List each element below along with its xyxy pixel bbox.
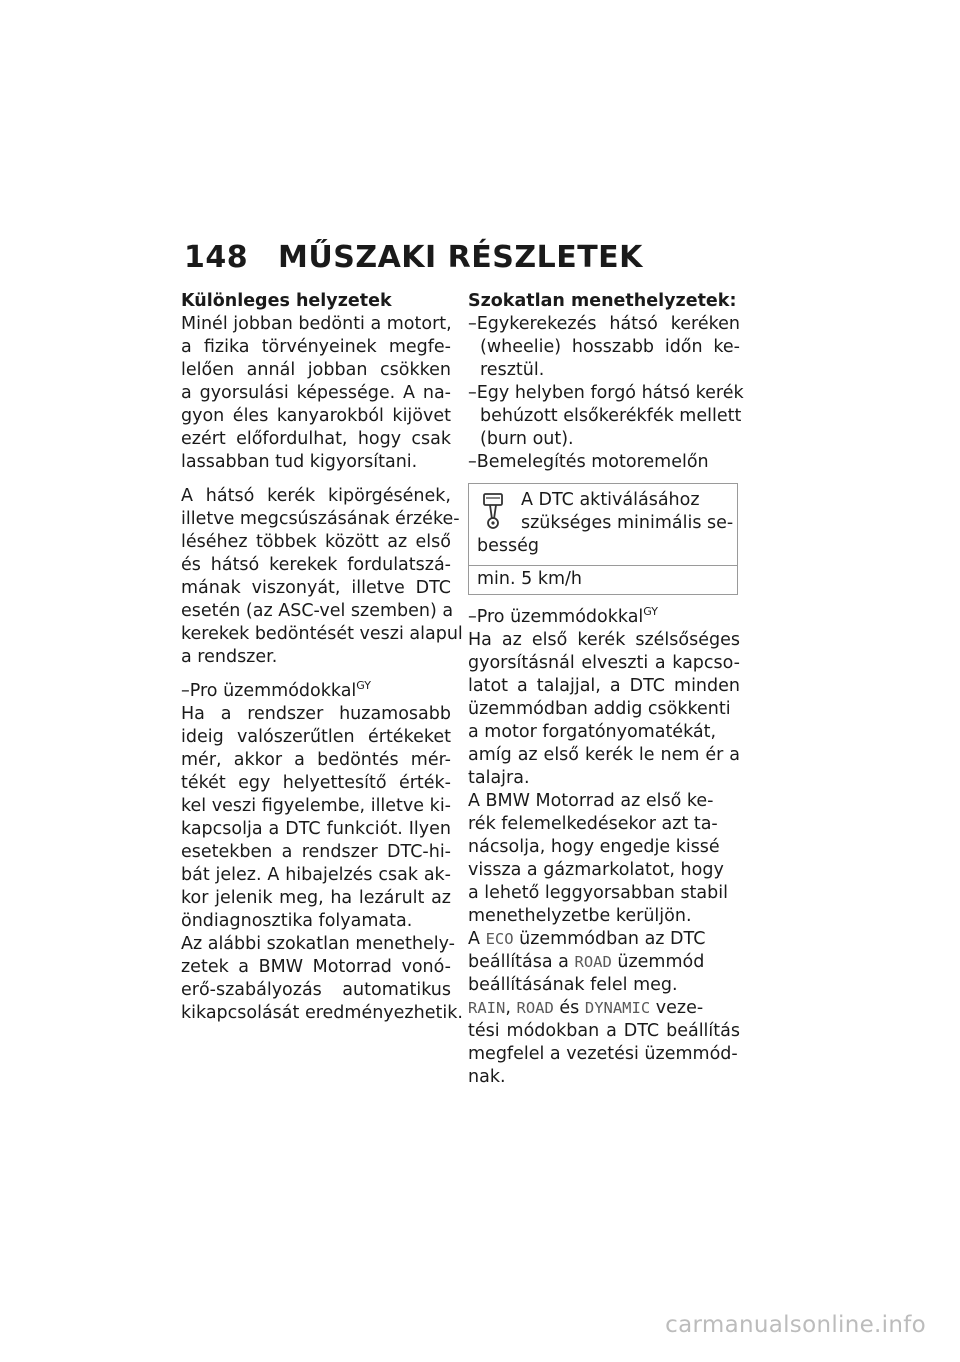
paragraph-front-wheel-lift: Ha az első kerék szélsőséges gyorsításnál elveszti a kapcso- latot a talajjal, a DTC minden üzemmódban addig csökkenti a motor forgatónyomatékát, amíg az első kerék le nem ér a talajra. xyxy=(468,630,740,788)
pro-mode-label: –Pro üzemmódokkal$^{GY}$ xyxy=(468,605,658,627)
left-column xyxy=(181,290,463,1025)
mode-eco: ECO xyxy=(485,930,514,948)
pro-mode-sup: GY xyxy=(356,679,371,693)
dtc-min-speed-table xyxy=(468,483,738,595)
list-item: –Egykerekezés hátsó keréken (wheelie) hosszabb időn ke- resztül. xyxy=(468,314,740,380)
right-column xyxy=(468,290,744,1089)
paragraph-bmw-advice: A BMW Motorrad az első ke- rék felemelkedésekor azt ta- nácsolja, hogy engedje kissé vissza a gázmarkolatot, hogy a lehető leggyorsabban stabil menethelyzetbe kerüljön. xyxy=(468,791,728,926)
mode-dynamic: DYNAMIC xyxy=(584,999,651,1017)
mode-rain: RAIN xyxy=(468,999,506,1017)
list-item: –Bemelegítés motoremelőn xyxy=(468,452,709,472)
page-number: 148 xyxy=(184,240,249,275)
paragraph-wheel-slip: A hátsó kerék kipörgésének, illetve megcsúszásának érzéke- léséhez többek között az első és hátsó kerekek fordulatszá- mának viszonyát, illetve DTC esetén (az ASC-vel szemben) a kerekek bedöntését veszi alapul a rendszer. xyxy=(181,486,463,667)
paragraph-riding-modes: A ECO üzemmódban az DTC beállítása a ROAD üzemmód beállításának felel meg. RAIN, ROAD és DYNAMIC veze- tési módokban a DTC beállítás megfelel a vezetési üzemmód- nak. xyxy=(468,929,740,1087)
paragraph-lean-angle: Minél jobban bedönti a motort, a fizika törvényeinek megfe- lelően annál jobban csökken a gyorsulási képessége. A na- gyon éles kanyarokból kijövet ezért előfordulhat, hogy csak lassabban tud kigyorsítani. xyxy=(181,314,452,472)
mode-road: ROAD xyxy=(516,999,554,1017)
watermark: carmanualsonline.info xyxy=(665,1312,926,1338)
dtc-min-speed-label: A DTC aktiválásához szükséges minimális se- besség xyxy=(469,484,737,566)
paragraph-implausible-values: Ha a rendszer huzamosabb ideig valószerűtlen értékeket mér, akkor a bedöntés mér- tékét egy helyettesítő érték- kel veszi figyelembe, illetve ki- kapcsolja a DTC funkciót. Ilyen esetekben a rendszer DTC-hi- bát jelez. A hibajelzés csak ak- kor jelenik meg, ha lezárult az öndiagnosztika folyamata. xyxy=(181,704,451,931)
page-header xyxy=(184,240,643,275)
mode-road: ROAD xyxy=(574,953,612,971)
engine-piston-icon xyxy=(481,492,505,530)
section-heading-unusual-situations: Szokatlan menethelyzetek: xyxy=(468,291,737,311)
paragraph-unusual-situations: Az alábbi szokatlan menethely- zetek a BMW Motorrad vonó- erő-szabályozás automatikus kikapcsolását eredményezhetik. xyxy=(181,934,463,1023)
pro-mode-sup: GY xyxy=(643,605,658,619)
list-item: –Egy helyben forgó hátsó kerék behúzott elsőkerékfék mellett (burn out). xyxy=(468,383,744,449)
section-title: MŰSZAKI RÉSZLETEK xyxy=(278,240,643,275)
section-heading-special-situations: Különleges helyzetek xyxy=(181,291,392,311)
pro-mode-label: –Pro üzemmódokkal$^{GY}$ xyxy=(181,679,371,701)
dtc-min-speed-value: min. 5 km/h xyxy=(477,569,582,589)
